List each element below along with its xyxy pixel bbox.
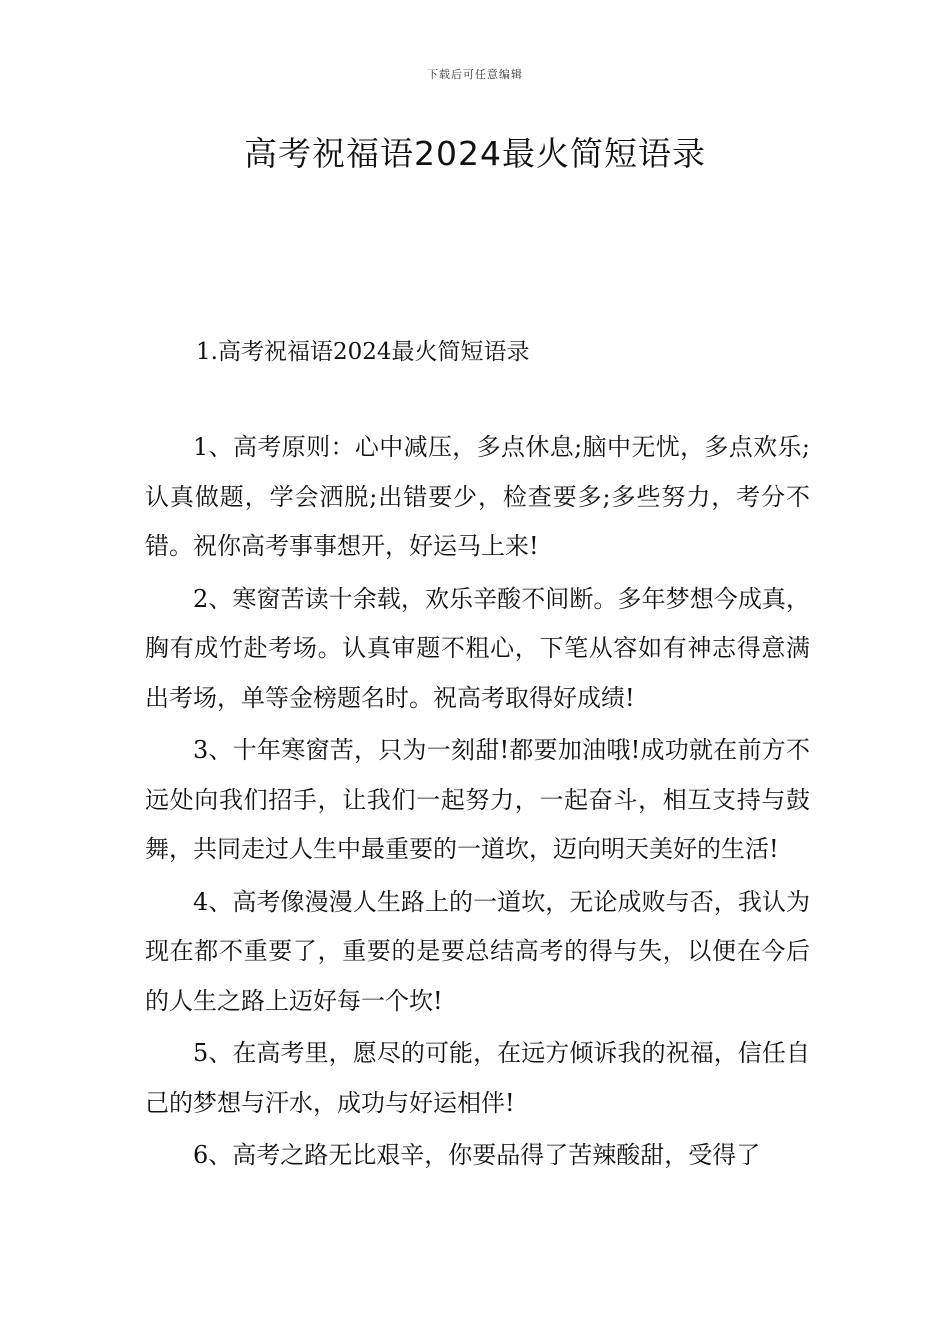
paragraph-1: 1、高考原则：心中减压，多点休息;脑中无忧，多点欢乐;认真做题，学会洒脱;出错要少，检查要多;多些努力，考分不错。祝你高考事事想开，好运马上来! bbox=[145, 433, 810, 560]
document-title: 高考祝福语2024最火简短语录 bbox=[244, 134, 706, 173]
paragraph-5: 5、在高考里，愿尽的可能，在远方倾诉我的祝福，信任自己的梦想与汗水，成功与好运相伴! bbox=[145, 1039, 810, 1117]
document-body bbox=[145, 423, 810, 1184]
paragraph-2: 2、寒窗苦读十余载，欢乐辛酸不间断。多年梦想今成真，胸有成竹赴考场。认真审题不粗心，下笔从容如有神志得意满出考场，单等金榜题名时。祝高考取得好成绩! bbox=[145, 584, 810, 712]
page-header-note: 下载后可任意编辑 bbox=[427, 68, 523, 81]
section-heading: 1.高考祝福语2024最火简短语录 bbox=[196, 339, 530, 365]
paragraph-6: 6、高考之路无比艰辛，你要品得了苦辣酸甜，受得了 bbox=[193, 1141, 761, 1169]
paragraph-4: 4、高考像漫漫人生路上的一道坎，无论成败与否，我认为现在都不重要了，重要的是要总结高考的得与失，以便在今后的人生之路上迈好每一个坎! bbox=[145, 887, 810, 1015]
paragraph-3: 3、十年寒窗苦，只为一刻甜!都要加油哦!成功就在前方不远处向我们招手，让我们一起努力，一起奋斗，相互支持与鼓舞，共同走过人生中最重要的一道坎，迈向明天美好的生活! bbox=[145, 736, 810, 863]
